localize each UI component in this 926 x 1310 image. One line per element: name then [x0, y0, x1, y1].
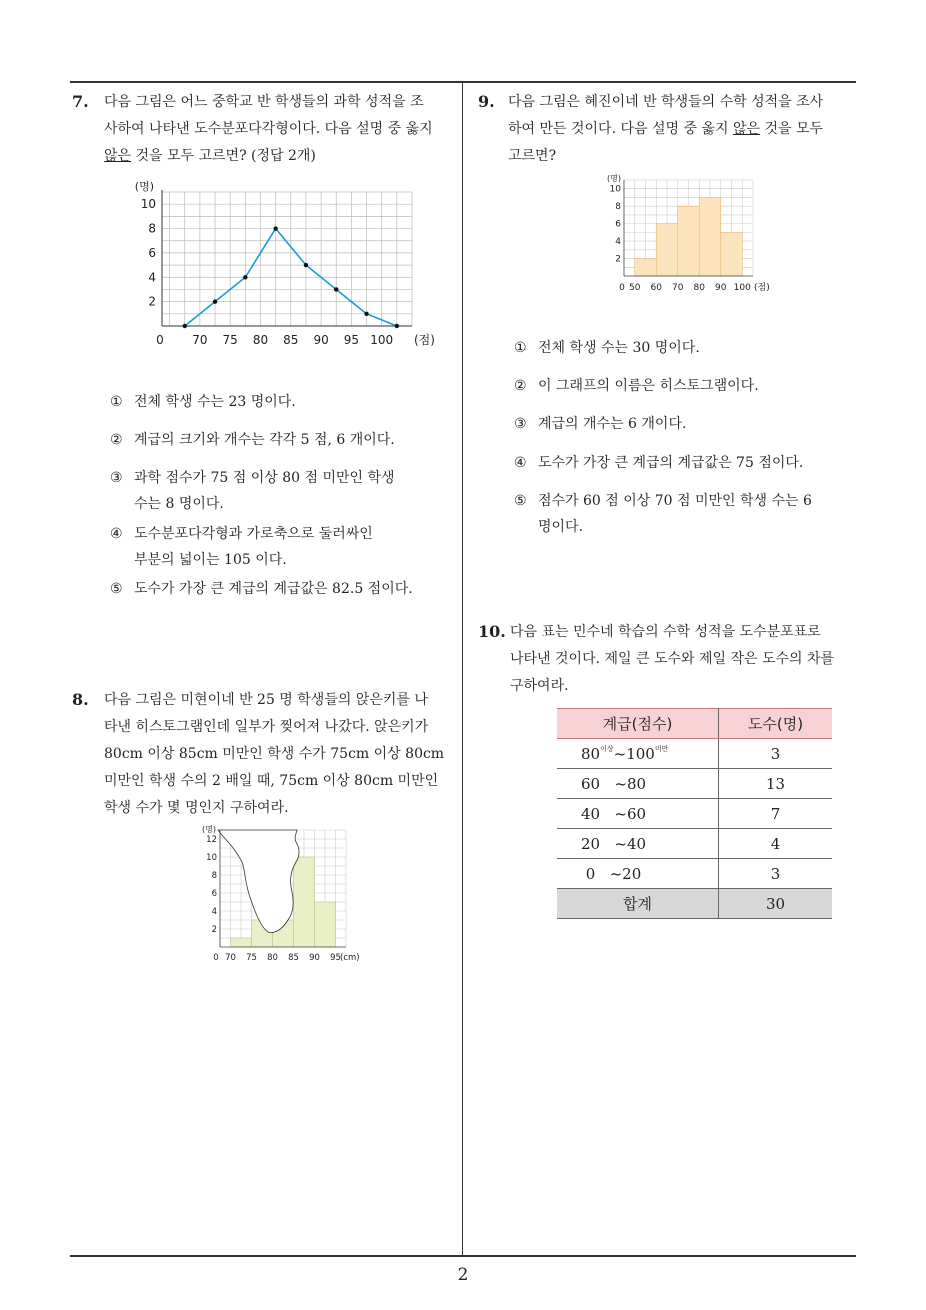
chart-grid — [162, 192, 412, 326]
x-tick-label: 75 — [246, 953, 257, 963]
q8-line: 타낸 히스토그램인데 일부가 찢어져 나갔다. 앉은키가 — [104, 719, 429, 735]
chart-axes — [162, 190, 412, 326]
x-axis-label: (점) — [754, 283, 770, 293]
histogram-bar — [721, 232, 743, 276]
option[interactable] — [110, 466, 395, 490]
class-tilde: ~ — [613, 745, 627, 763]
total-label: 합계 — [557, 889, 719, 919]
x-tick-label: 50 — [629, 283, 641, 293]
header-class: 계급(점수) — [557, 709, 719, 739]
histogram-bar — [678, 206, 700, 276]
class-low: 80 — [581, 745, 601, 763]
data-point — [364, 312, 368, 316]
option-text: 과학 점수가 75 점 이상 80 점 미만인 학생 — [134, 470, 395, 486]
option[interactable] — [110, 522, 373, 546]
x-axis-label: (점) — [414, 333, 435, 347]
header-frequency: 도수(명) — [719, 709, 833, 739]
q10-line: 다음 표는 민수네 학습의 수학 성적을 도수분포표로 — [510, 624, 821, 640]
q9-underline: 않은 — [732, 121, 760, 137]
y-tick-label: 10 — [609, 184, 621, 195]
option-continued — [134, 492, 224, 516]
x-tick-label: 0 — [619, 283, 625, 293]
option-text: 도수가 가장 큰 계급의 계급값은 75 점이다. — [538, 455, 804, 471]
option[interactable] — [514, 374, 759, 398]
data-point — [273, 226, 277, 230]
x-tick-label: 80 — [252, 333, 269, 347]
option-text: 전체 학생 수는 30 명이다. — [538, 340, 700, 356]
option[interactable] — [514, 451, 803, 475]
q7-line-rest: 것을 모두 고르면? (정답 2개) — [131, 148, 316, 164]
x-tick-label: 90 — [309, 953, 320, 963]
histogram-bar — [315, 902, 336, 947]
x-tick-label: 100 — [370, 333, 394, 347]
option-mark: ⑤ — [110, 581, 123, 597]
q7-line — [104, 143, 459, 170]
total-value: 30 — [719, 889, 833, 919]
option-mark: ① — [514, 340, 527, 356]
y-axis-label: (명) — [134, 180, 154, 193]
option-mark: ④ — [514, 455, 527, 471]
x-axis-label: (cm) — [340, 953, 360, 963]
option-text: 계급의 크기와 개수는 각각 5 점, 6 개이다. — [134, 432, 395, 448]
option-text: 도수가 가장 큰 계급의 계급값은 82.5 점이다. — [134, 581, 413, 597]
q9-text — [508, 89, 863, 170]
q9-line-a: 하여 만든 것이다. 다음 설명 중 옳지 — [508, 121, 733, 137]
q7-polygon-chart — [120, 178, 435, 353]
y-tick-label: 12 — [206, 835, 217, 845]
q8-line: 학생 수가 몇 명인지 구하여라. — [104, 800, 289, 816]
option-text: 이 그래프의 이름은 히스토그램이다. — [538, 378, 759, 394]
option-text: 전체 학생 수는 23 명이다. — [134, 394, 296, 410]
x-tick-label: 95 — [343, 333, 360, 347]
sup-above: 이상 — [600, 745, 614, 753]
q7-number: 7. — [72, 92, 89, 111]
y-tick-label: 6 — [211, 889, 217, 899]
option-mark: ② — [110, 432, 123, 448]
q8-text — [104, 687, 459, 822]
class-cell: 0 ~20 — [557, 859, 719, 889]
y-tick-label: 4 — [211, 907, 217, 917]
x-tick-label: 0 — [156, 333, 164, 347]
x-tick-label: 95 — [330, 953, 341, 963]
data-point — [243, 275, 247, 279]
y-tick-label: 8 — [148, 221, 156, 236]
y-axis-label: (명) — [202, 825, 216, 834]
x-tick-label: 70 — [672, 283, 684, 293]
q8-line: 다음 그림은 미현이네 반 25 명 학생들의 앉은키를 나 — [104, 692, 428, 708]
data-point — [213, 299, 217, 303]
option-text: 도수분포다각형과 가로축으로 둘러싸인 — [134, 526, 373, 542]
option[interactable] — [514, 412, 686, 436]
sup-below: 미만 — [654, 745, 669, 753]
x-tick-label: 80 — [693, 283, 705, 293]
q9-line-b: 것을 모두 — [760, 121, 823, 137]
y-tick-label: 2 — [615, 254, 621, 265]
y-tick-label: 2 — [148, 294, 156, 309]
column-divider — [462, 82, 463, 1257]
page-number: 2 — [457, 1265, 469, 1285]
table-row — [557, 739, 832, 769]
frequency-cell: 13 — [719, 769, 833, 799]
option-text: 부분의 넓이는 105 이다. — [134, 552, 287, 568]
option-mark: ③ — [514, 416, 527, 432]
option-continued — [134, 548, 287, 572]
option-mark: ④ — [110, 526, 123, 542]
option-text: 명이다. — [538, 519, 584, 535]
x-tick-label: 70 — [225, 953, 236, 963]
q9-line — [508, 116, 863, 143]
q9-line: 다음 그림은 혜진이네 반 학생들의 수학 성적을 조사 — [508, 94, 824, 110]
histogram-bar — [699, 197, 721, 276]
q7-line: 다음 그림은 어느 중학교 반 학생들의 과학 성적을 조 — [104, 94, 424, 110]
option[interactable] — [110, 390, 296, 414]
class-cell: 60 ~80 — [557, 769, 719, 799]
q7-line: 사하여 나타낸 도수분포다각형이다. 다음 설명 중 옳지 — [104, 121, 433, 137]
bottom-rule — [70, 1255, 856, 1257]
chart-marks — [635, 197, 743, 276]
class-high: 100 — [626, 745, 655, 763]
class-cell: 20 ~40 — [557, 829, 719, 859]
x-tick-label: 80 — [267, 953, 278, 963]
x-tick-label: 85 — [288, 953, 299, 963]
table-row — [557, 829, 832, 859]
q8-number: 8. — [72, 690, 89, 709]
y-tick-label: 10 — [140, 197, 156, 212]
q10-line: 구하여라. — [510, 678, 569, 694]
table-row — [557, 769, 832, 799]
frequency-cell: 4 — [719, 829, 833, 859]
q10-number: 10. — [478, 622, 506, 641]
option[interactable] — [110, 577, 413, 601]
x-tick-label: 90 — [715, 283, 727, 293]
data-point — [395, 324, 399, 328]
option-text: 계급의 개수는 6 개이다. — [538, 416, 687, 432]
class-cell: 40 ~60 — [557, 799, 719, 829]
q9-line: 고르면? — [508, 148, 557, 164]
x-tick-label: 60 — [650, 283, 662, 293]
option-mark: ① — [110, 394, 123, 410]
data-point — [334, 287, 338, 291]
q8-line: 미만인 학생 수의 2 배일 때, 75cm 이상 80cm 미만인 — [104, 773, 439, 789]
top-rule — [70, 81, 856, 83]
y-tick-label: 6 — [615, 219, 621, 230]
option-mark: ⑤ — [514, 493, 527, 509]
frequency-cell: 7 — [719, 799, 833, 829]
x-tick-label: 100 — [733, 283, 751, 293]
y-tick-label: 4 — [148, 270, 156, 285]
frequency-cell: 3 — [719, 859, 833, 889]
option-continued — [538, 515, 583, 539]
y-tick-label: 6 — [148, 245, 156, 260]
q8-torn-histogram — [196, 820, 366, 965]
option[interactable] — [514, 336, 700, 360]
q7-underline: 않은 — [104, 148, 132, 164]
x-tick-label: 0 — [213, 953, 219, 963]
option-text: 점수가 60 점 이상 70 점 미만인 학생 수는 6 — [538, 493, 812, 509]
data-point — [304, 263, 308, 267]
option[interactable] — [514, 489, 812, 513]
table-header-row — [557, 709, 832, 739]
histogram-bar — [656, 224, 678, 276]
x-tick-label: 85 — [283, 333, 299, 347]
table-row — [557, 859, 832, 889]
histogram-bar — [635, 259, 657, 276]
x-tick-label: 90 — [313, 333, 329, 347]
q10-line: 나타낸 것이다. 제일 큰 도수와 제일 작은 도수의 차를 — [510, 651, 835, 667]
y-tick-label: 10 — [206, 853, 217, 863]
y-tick-label: 8 — [211, 871, 217, 881]
q7-text — [104, 89, 459, 170]
option-text: 수는 8 명이다. — [134, 496, 224, 512]
q8-line: 80cm 이상 85cm 미만인 학생 수가 75cm 이상 80cm — [104, 746, 445, 762]
histogram-bar — [231, 938, 252, 947]
q10-text — [510, 619, 865, 700]
option-mark: ② — [514, 378, 527, 394]
class-cell — [557, 739, 719, 769]
option-mark: ③ — [110, 470, 123, 486]
y-axis-label: (명) — [607, 174, 621, 183]
data-point — [183, 324, 187, 328]
q9-histogram — [598, 172, 773, 297]
table-total-row — [557, 889, 832, 919]
option[interactable] — [110, 428, 395, 452]
frequency-table — [557, 708, 832, 919]
table-row — [557, 799, 832, 829]
y-tick-label: 2 — [211, 925, 217, 935]
torn-region — [218, 830, 299, 933]
histogram-bar — [294, 857, 315, 947]
x-tick-label: 70 — [192, 333, 208, 347]
y-tick-label: 8 — [615, 202, 621, 213]
y-tick-label: 4 — [615, 237, 621, 248]
q9-number: 9. — [478, 92, 495, 111]
frequency-cell: 3 — [719, 739, 833, 769]
x-tick-label: 75 — [222, 333, 238, 347]
